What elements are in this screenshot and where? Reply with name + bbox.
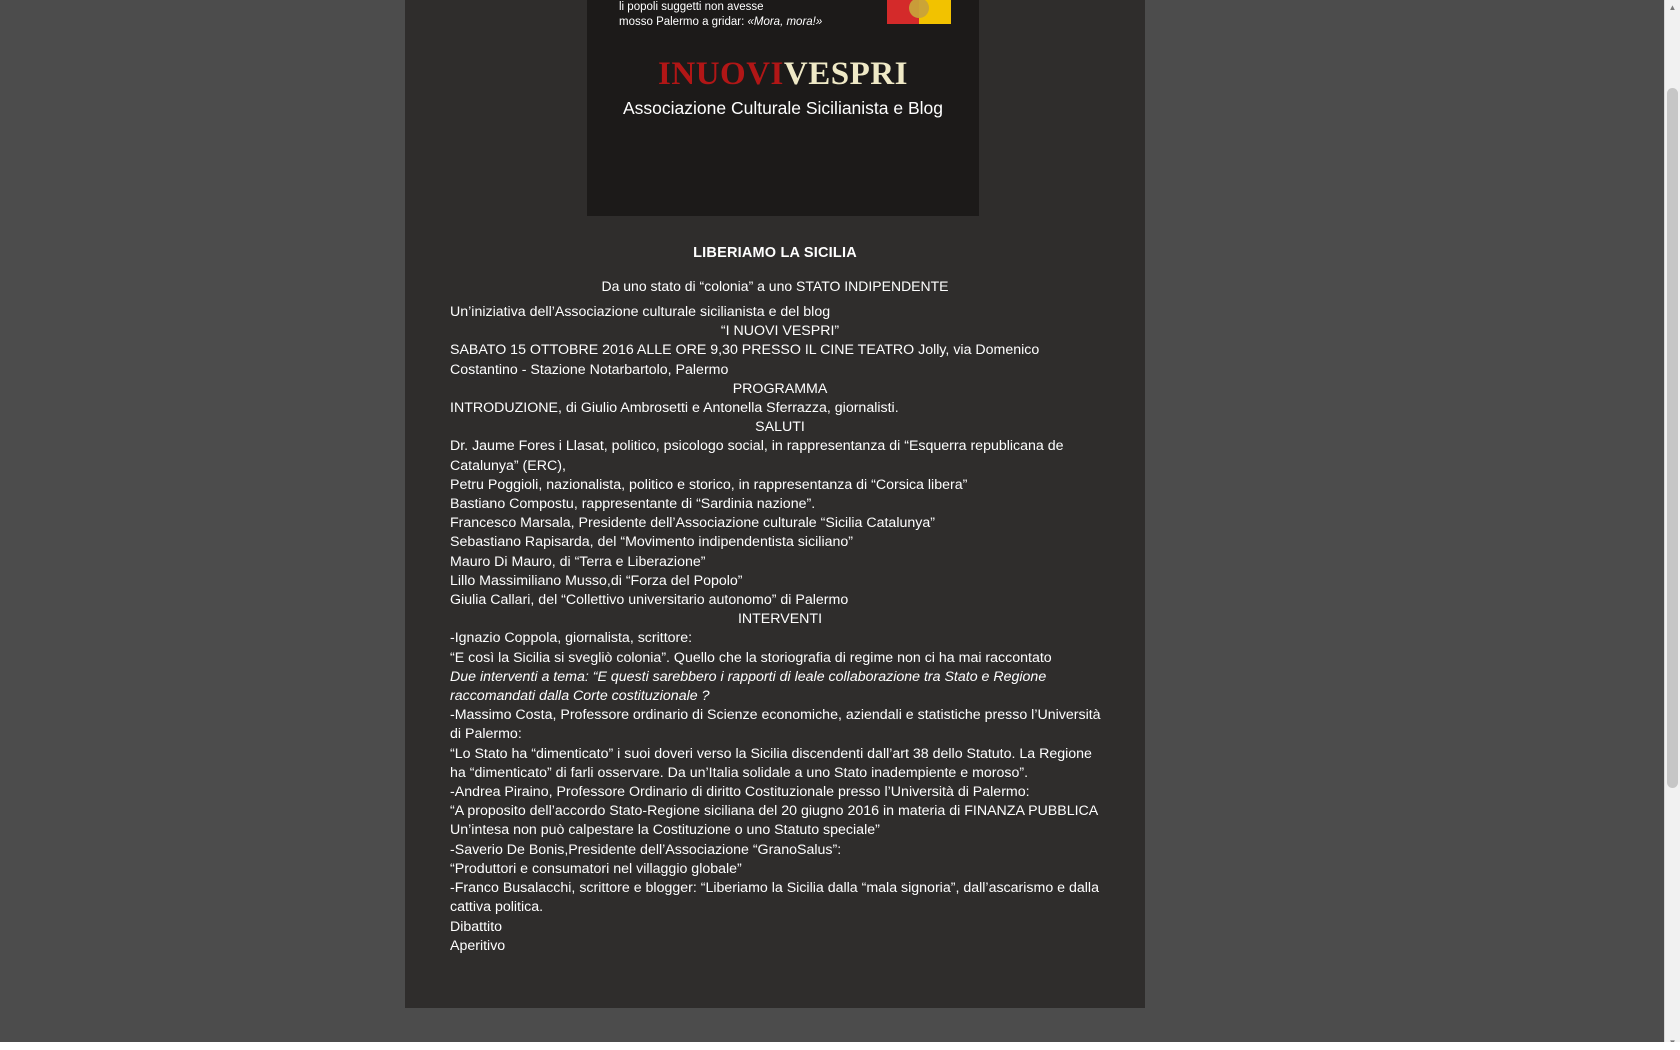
document-paragraph: Mauro Di Mauro, di “Terra e Liberazione” xyxy=(450,553,706,570)
document-paragraph: SABATO 15 OTTOBRE 2016 ALLE ORE 9,30 PRESSO IL CINE TEATRO Jolly, via Domenico Costantino - Stazione Notarbartolo, Palermo xyxy=(450,342,1040,378)
logo-part-nuovi: NUOVI xyxy=(671,56,784,92)
document-paragraph: Lillo Massimiliano Musso,di “Forza del Popolo” xyxy=(450,572,743,589)
document-paragraph: “Produttori e consumatori nel villaggio globale” xyxy=(450,860,742,877)
document-page xyxy=(405,0,1145,1008)
scroll-up-arrow-icon[interactable]: ▲ xyxy=(1665,0,1680,15)
logo-subtitle: Associazione Culturale Sicilianista e Blog xyxy=(622,98,944,118)
document-paragraph: “Lo Stato ha “dimenticato” i suoi doveri verso la Sicilia discendenti dall’art 38 dello Statuto. La Regione ha “dimenticato” di farli osservare. Da un’Italia solidale a uno Stato inadempiente e moroso”. xyxy=(450,745,1092,781)
document-paragraph: “E così la Sicilia si svegliò colonia”. Quello che la storiografia di regime non ci ha mai raccontato xyxy=(450,649,1052,666)
document-paragraph: INTRODUZIONE, di Giulio Ambrosetti e Antonella Sferrazza, giornalisti. xyxy=(450,400,899,417)
document-paragraph: SALUTI xyxy=(755,419,805,436)
document-body xyxy=(450,303,1110,956)
document-paragraph: PROGRAMMA xyxy=(732,380,828,397)
masthead-quote-italic: «Mora, mora!» xyxy=(747,16,823,28)
masthead-banner xyxy=(587,0,979,216)
document-title: LIBERIAMO LA SICILIA xyxy=(693,245,857,261)
scrollbar-thumb[interactable] xyxy=(1667,88,1678,788)
logo-part-vespri: VESPRI xyxy=(783,56,908,92)
document-paragraph: Aperitivo xyxy=(450,937,506,954)
document-paragraph: Francesco Marsala, Presidente dell’Associazione culturale “Sicilia Catalunya” xyxy=(450,515,935,532)
document-paragraph: “A proposito dell’accordo Stato-Regione siciliana del 20 giugno 2016 in materia di FINANZA PUBBLICA Un’intesa non può calpestare la Costituzione o uno Statuto speciale” xyxy=(450,803,1098,839)
document-paragraph: Dibattito xyxy=(450,918,503,935)
vertical-scrollbar[interactable] xyxy=(1664,0,1680,1050)
document-paragraph: -Ignazio Coppola, giornalista, scrittore: xyxy=(450,630,693,647)
document-paragraph: Giulia Callari, del “Collettivo universitario autonomo” di Palermo xyxy=(450,592,849,609)
document-paragraph: Petru Poggioli, nazionalista, politico e storico, in rappresentanza di “Corsica libera” xyxy=(450,476,968,493)
sicilian-flag-icon xyxy=(887,0,951,24)
document-paragraph: Bastiano Compostu, rappresentante di “Sardinia nazione”. xyxy=(450,496,816,513)
document-paragraph: -Franco Busalacchi, scrittore e blogger: “Liberiamo la Sicilia dalla “mala signoria”, dall’ascarismo e dalla cattiva politica. xyxy=(450,880,1099,916)
document-paragraph: Un’iniziativa dell’Associazione culturale sicilianista e del blog xyxy=(450,304,831,320)
site-logo xyxy=(587,56,979,93)
logo-part-i: I xyxy=(658,56,672,92)
masthead-quote xyxy=(619,0,869,30)
document-paragraph: Dr. Jaume Fores i Llasat, politico, psicologo social, in rappresentanza di “Esquerra republicana de Catalunya” (ERC), xyxy=(450,438,1064,474)
masthead-quote-line1: li popoli suggetti non avesse xyxy=(619,1,764,13)
document-paragraph: “I NUOVI VESPRI” xyxy=(720,323,840,340)
document-paragraph: -Saverio De Bonis,Presidente dell’Associazione “GranoSalus”: xyxy=(450,841,842,858)
bottom-strip xyxy=(0,1042,1680,1050)
document-subtitle: Da uno stato di “colonia” a uno STATO INDIPENDENTE xyxy=(601,278,949,294)
document-paragraph: -Andrea Piraino, Professore Ordinario di diritto Costituzionale presso l’Università di Palermo: xyxy=(450,784,1030,801)
document-paragraph: Due interventi a tema: “E questi sarebbero i rapporti di leale collaborazione tra Stato e Regione raccomandati dalla Corte costituzionale ? xyxy=(450,668,1047,705)
document-paragraph: Sebastiano Rapisarda, del “Movimento indipendentista siciliano” xyxy=(450,534,853,551)
trinacria-symbol xyxy=(909,0,929,18)
document-paragraph: -Massimo Costa, Professore ordinario di Scienze economiche, aziendali e statistiche presso l’Università di Palermo: xyxy=(450,707,1101,743)
document-paragraph: INTERVENTI xyxy=(737,611,823,628)
masthead-quote-line2: mosso Palermo a gridar: xyxy=(619,16,745,28)
